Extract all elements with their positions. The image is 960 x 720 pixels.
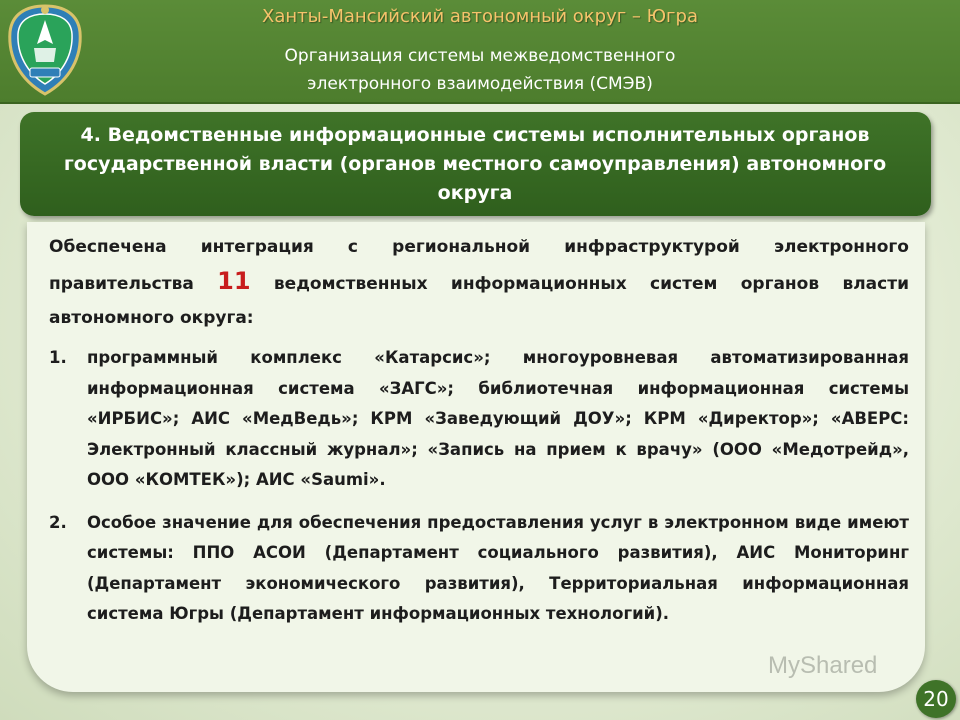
section-title-line: государственной власти (органов местного самоуправления) автономного — [63, 153, 887, 175]
systems-count: 11 — [217, 267, 251, 295]
content-panel — [27, 222, 925, 692]
section-title-line: округа — [437, 182, 513, 204]
intro-text: ведомственных информационных систем органов власти автономного округа: — [49, 274, 909, 328]
list-number: 2. — [49, 512, 67, 532]
watermark: MyShared — [768, 652, 878, 679]
page-number-badge: 20 — [916, 680, 956, 718]
intro-paragraph — [49, 230, 909, 335]
region-title: Ханты-Мансийский автономный округ – Югра — [262, 6, 698, 27]
presentation-subtitle — [100, 42, 860, 98]
list-item — [49, 343, 909, 496]
subtitle-line: Организация системы межведомственного — [284, 46, 676, 66]
list-number: 1. — [49, 348, 67, 367]
section-title — [60, 121, 890, 208]
list-item — [49, 508, 909, 630]
coat-of-arms-icon — [4, 2, 86, 98]
subtitle-line: электронного взаимодействия (СМЭВ) — [307, 74, 653, 94]
list-item-text: Особое значение для обеспечения предоставления услуг в электронном виде имеют системы: ППО АСОИ (Департамент социального развития), АИС Мониторинг (Департамент экономического развития), Территориальная информационная система Югры (Департамент информационных технологий). — [87, 512, 909, 623]
systems-list — [49, 343, 909, 630]
section-banner — [20, 112, 931, 216]
section-title-line: 4. Ведомственные информационные системы исполнительных органов — [80, 124, 870, 146]
content-text — [49, 230, 909, 630]
list-item-text: программный комплекс «Катарсис»; многоуровневая автоматизированная информационная система «ЗАГС»; библиотечная информационная системы «ИРБИС»; АИС «МедВедь»; КРМ «Заведующий ДОУ»; КРМ «Директор»; «АВЕРС: Электронный классный журнал»; «Запись на прием к врачу» (ООО «Медотрейд», ООО «КОМТЕК»); АИС «Saumi». — [87, 348, 909, 489]
intro-text: Обеспечена интеграция с региональной инфраструктурой электронного правительства — [49, 237, 909, 294]
slide-header — [0, 0, 960, 104]
